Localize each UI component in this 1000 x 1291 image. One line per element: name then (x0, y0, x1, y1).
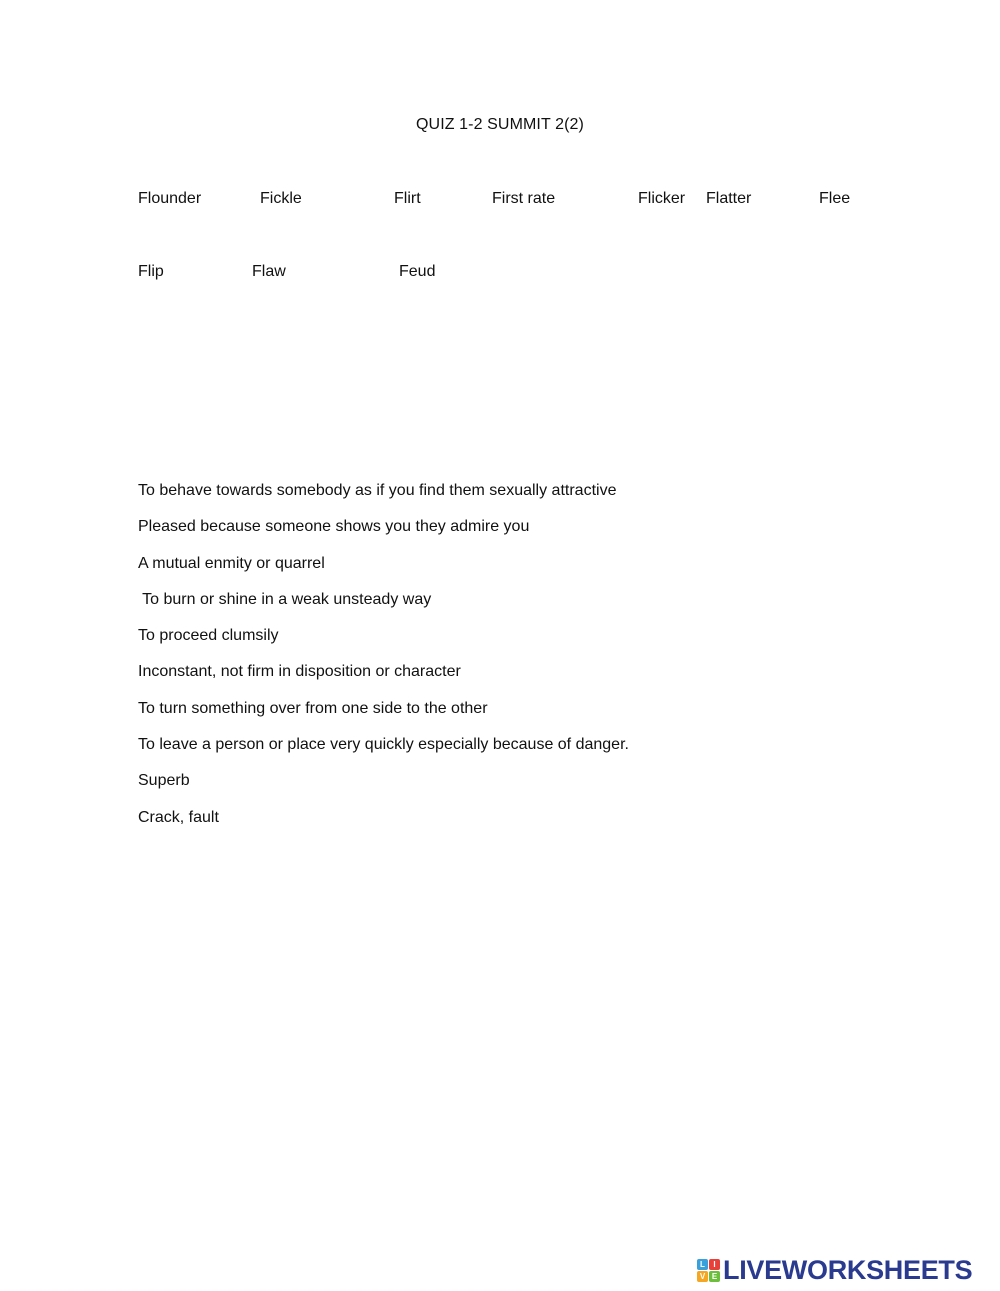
definition-item: To burn or shine in a weak unsteady way (138, 590, 432, 608)
word-bank-item: Flip (138, 263, 164, 280)
logo-letter: I (709, 1259, 720, 1270)
word-bank-item: Flatter (706, 190, 752, 207)
page-title: QUIZ 1-2 SUMMIT 2(2) (416, 116, 584, 133)
definition-item: Pleased because someone shows you they admire you (138, 518, 530, 536)
definition-item: A mutual enmity or quarrel (138, 554, 325, 572)
definition-item: To proceed clumsily (138, 627, 279, 645)
logo-letter: V (697, 1271, 708, 1282)
logo-mark-icon (697, 1259, 720, 1282)
word-bank-item: Flicker (638, 190, 686, 207)
word-bank-item: Flounder (138, 190, 202, 207)
logo-text: LIVEWORKSHEETS (723, 1254, 973, 1285)
word-bank-item: Flaw (252, 263, 286, 280)
definition-item: Inconstant, not firm in disposition or character (138, 663, 461, 681)
logo-letter: E (709, 1271, 720, 1282)
liveworksheets-logo (697, 1256, 972, 1284)
word-bank-item: Flee (819, 190, 851, 207)
word-bank-item: Flirt (394, 190, 421, 207)
definition-item: To behave towards somebody as if you find them sexually attractive (138, 482, 617, 499)
logo-letter: L (697, 1259, 708, 1270)
definition-list (138, 481, 629, 844)
definition-item: Crack, fault (138, 808, 219, 826)
definition-item: To leave a person or place very quickly especially because of danger. (138, 736, 629, 754)
definition-item: To turn something over from one side to the other (138, 699, 488, 717)
word-bank-item: First rate (492, 190, 556, 207)
word-bank-item: Fickle (260, 190, 302, 207)
definition-item: Superb (138, 772, 190, 790)
word-bank-item: Feud (399, 263, 436, 280)
